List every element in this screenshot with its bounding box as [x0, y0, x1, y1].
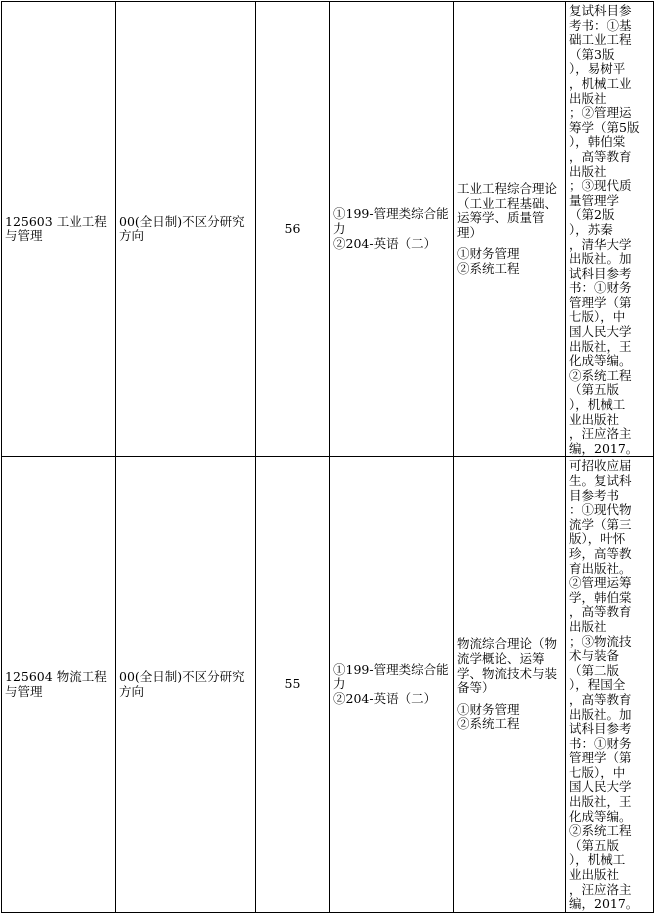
- reference-line: ；③物流技: [569, 633, 632, 649]
- reference-line: ，清华大学: [569, 236, 632, 252]
- reference-line: 国人民大学: [569, 324, 632, 340]
- retest-subject: 工业工程综合理论（工业工程基础、运筹学、质量管理）: [457, 180, 558, 240]
- exam-subject-1: ①199-管理类综合能力: [333, 661, 449, 692]
- enrollment-count-cell: 56: [256, 2, 330, 457]
- retest-subjects-cell: [454, 2, 566, 457]
- reference-line: 编，2017。: [569, 896, 639, 912]
- reference-line: 试科目参考: [569, 721, 632, 737]
- reference-line: ②系统工程: [569, 367, 632, 383]
- reference-line: 业出版社: [569, 411, 620, 427]
- reference-line: 学，韩伯棠: [569, 589, 632, 605]
- major-cell: 125603 工业工程与管理: [2, 2, 116, 457]
- reference-line: ；②管理运: [569, 105, 632, 121]
- reference-line: ），机械工: [569, 397, 626, 413]
- extra-subject-1: ①财务管理: [457, 246, 520, 262]
- reference-line: 书：①财务: [569, 735, 632, 751]
- reference-line: 管理学（第: [569, 750, 632, 766]
- reference-line: （第2版: [569, 207, 615, 223]
- reference-line: 术与装备: [569, 648, 620, 664]
- reference-line: 础工业工程: [569, 32, 632, 48]
- table-row: [2, 2, 654, 457]
- reference-line: 育出版社。: [569, 560, 632, 576]
- reference-line: 目参考书: [569, 487, 620, 503]
- reference-line: ），苏秦: [569, 221, 613, 237]
- reference-line: 复试科目参: [569, 3, 632, 18]
- retest-subject: 物流综合理论（物流学概论、运筹学、物流技术与装备等）: [457, 636, 558, 696]
- major-cell: 125604 物流工程与管理: [2, 457, 116, 912]
- reference-line: ，高等教育: [569, 148, 632, 164]
- exam-subject-1: ①199-管理类综合能力: [333, 206, 449, 236]
- reference-line: 出版社。加: [569, 251, 632, 267]
- reference-line: 出版社: [569, 618, 607, 634]
- table-row: [2, 457, 654, 912]
- reference-line: 考书：①基: [569, 17, 632, 33]
- reference-line: 筹学（第5版: [569, 119, 640, 135]
- reference-line: ；③现代质: [569, 178, 632, 194]
- reference-line: 国人民大学: [569, 779, 632, 795]
- reference-line: （第3版: [569, 46, 615, 62]
- reference-books-cell: [566, 2, 654, 457]
- reference-line: 试科目参考: [569, 265, 632, 281]
- enrollment-count-cell: 55: [256, 457, 330, 912]
- reference-line: 生。复试科: [569, 473, 632, 488]
- reference-line: ②管理运筹: [569, 575, 632, 591]
- reference-line: （第二版: [569, 662, 620, 678]
- reference-line: 流学（第三: [569, 516, 632, 532]
- exam-subjects-cell: [330, 457, 454, 912]
- extra-subject-1: ①财务管理: [457, 701, 520, 717]
- reference-line: ，汪应洛主: [569, 881, 632, 897]
- reference-line: 管理学（第: [569, 294, 632, 310]
- reference-line: 可招收应届: [569, 458, 632, 474]
- exam-subject-2: ②204-英语（二）: [333, 690, 437, 706]
- research-direction-cell: 00(全日制)不区分研究方向: [116, 2, 256, 457]
- reference-line: 出版社: [569, 163, 607, 179]
- extra-subject-2: ②系统工程: [457, 260, 520, 276]
- reference-line: ，机械工业: [569, 75, 632, 91]
- reference-line: ：①现代物: [569, 502, 632, 518]
- reference-line: 出版社，王: [569, 794, 632, 810]
- admissions-table: [1, 1, 654, 913]
- reference-line: 化成等编。: [569, 353, 632, 369]
- extra-subject-2: ②系统工程: [457, 716, 520, 732]
- reference-line: （第五版: [569, 382, 620, 398]
- reference-line: 出版社。加: [569, 706, 632, 722]
- reference-line: ），机械工: [569, 852, 626, 868]
- reference-line: ，汪应洛主: [569, 426, 632, 442]
- reference-line: 书：①财务: [569, 280, 632, 296]
- reference-line: 出版社: [569, 90, 607, 106]
- reference-line: ），程国全: [569, 677, 626, 693]
- reference-line: 出版社，王: [569, 338, 632, 354]
- reference-books-cell: [566, 457, 654, 912]
- reference-line: 业出版社: [569, 867, 620, 883]
- exam-subject-2: ②204-英语（二）: [333, 235, 437, 251]
- reference-line: 化成等编。: [569, 808, 632, 824]
- reference-line: 量管理学: [569, 192, 620, 208]
- reference-line: ），韩伯棠: [569, 134, 626, 150]
- reference-line: 珍，高等教: [569, 545, 632, 561]
- reference-line: ，高等教育: [569, 604, 632, 620]
- research-direction-cell: 00(全日制)不区分研究方向: [116, 457, 256, 912]
- reference-line: （第五版: [569, 837, 620, 853]
- reference-line: 编，2017。: [569, 440, 639, 456]
- reference-line: 七版），中: [569, 764, 626, 780]
- reference-line: 七版），中: [569, 309, 626, 325]
- reference-line: 版），叶怀: [569, 531, 626, 547]
- exam-subjects-cell: [330, 2, 454, 457]
- reference-line: ②系统工程: [569, 823, 632, 839]
- retest-subjects-cell: [454, 457, 566, 912]
- reference-line: ），易树平: [569, 61, 626, 77]
- reference-line: ，高等教育: [569, 691, 632, 707]
